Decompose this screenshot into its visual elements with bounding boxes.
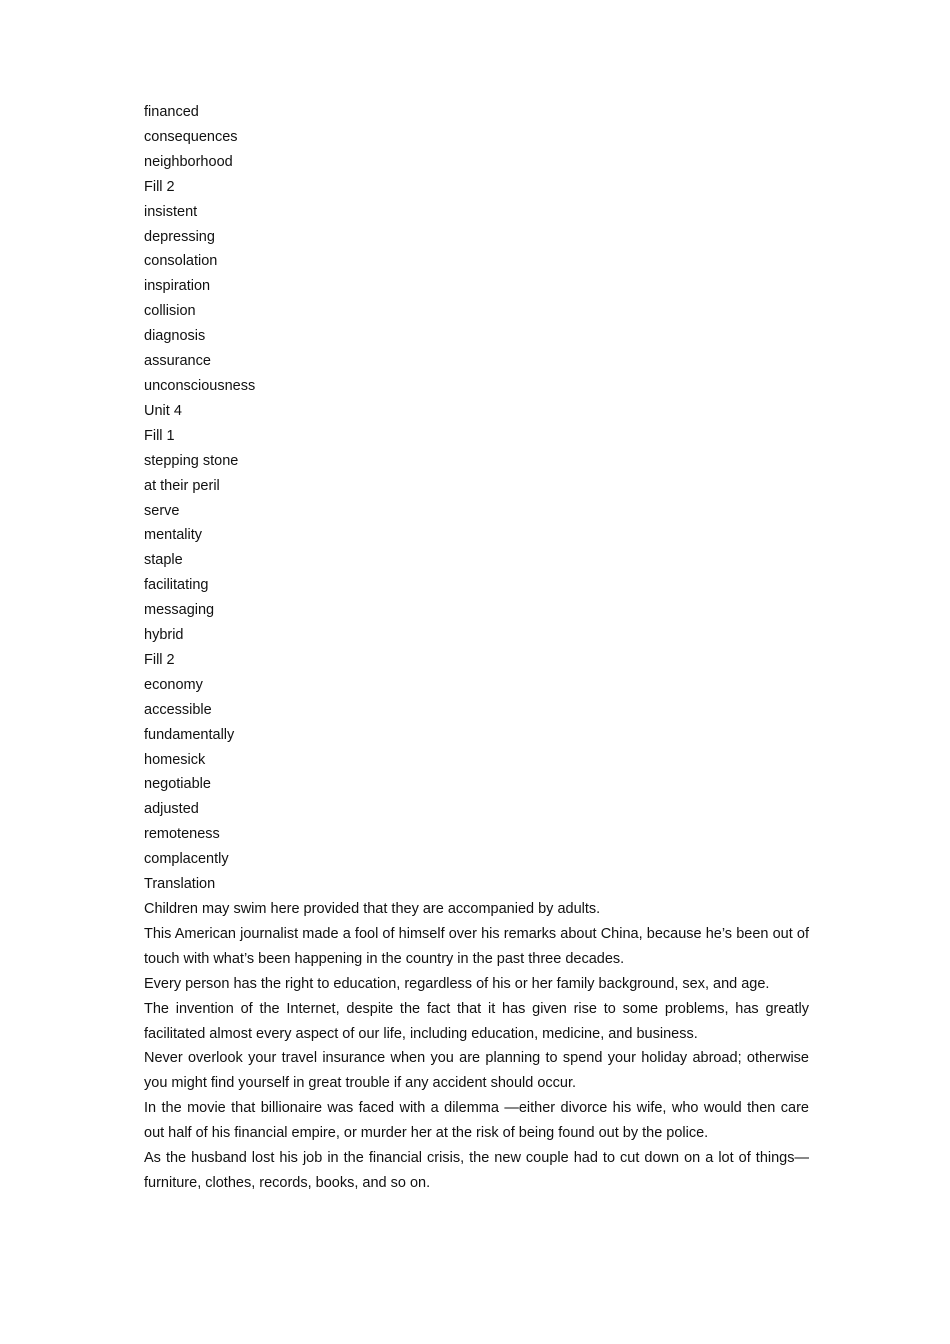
word-financed: financed <box>144 104 199 120</box>
word-insistent: insistent <box>144 203 198 220</box>
word-homesick: homesick <box>144 751 206 768</box>
translation-sentence-5: Never overlook your travel insurance when you are planning to spend your holiday abroad; otherwise you might find yourself in great trouble if any accident should occur. <box>144 1050 809 1092</box>
word-remoteness: remoteness <box>144 826 220 843</box>
word-mentality: mentality <box>144 527 203 544</box>
word-consequences: consequences <box>144 128 238 145</box>
section-heading-unit-4: Unit 4 <box>144 402 182 419</box>
translation-sentence-2: This American journalist made a fool of himself over his remarks about China, because he’s been out of touch with what’s been happening in the country in the past three decades. <box>144 925 809 967</box>
word-negotiable: negotiable <box>144 776 211 793</box>
translation-sentence-6: In the movie that billionaire was faced with a dilemma —either divorce his wife, who would then care out half of his financial empire, or murder her at the risk of being found out by the police. <box>144 1100 809 1142</box>
section-heading-translation: Translation <box>144 876 216 893</box>
word-facilitating: facilitating <box>144 577 209 594</box>
word-assurance: assurance <box>144 353 211 370</box>
word-messaging: messaging <box>144 602 215 619</box>
section-heading-fill-1: Fill 1 <box>144 427 175 444</box>
word-fundamentally: fundamentally <box>144 726 235 743</box>
word-staple: staple <box>144 552 183 569</box>
word-depressing: depressing <box>144 228 215 245</box>
translation-sentence-1: Children may swim here provided that they are accompanied by adults. <box>144 901 601 917</box>
word-collision: collision <box>144 303 196 320</box>
document-body <box>144 100 809 1196</box>
word-stepping-stone: stepping stone <box>144 452 239 469</box>
word-consolation: consolation <box>144 253 218 270</box>
word-accessible: accessible <box>144 701 212 718</box>
word-neighborhood: neighborhood <box>144 153 233 170</box>
section-heading-fill-2-unit4: Fill 2 <box>144 651 175 668</box>
word-economy: economy <box>144 676 203 693</box>
word-hybrid: hybrid <box>144 627 184 644</box>
word-unconsciousness: unconsciousness <box>144 377 256 394</box>
section-heading-fill-2: Fill 2 <box>144 178 175 195</box>
word-inspiration: inspiration <box>144 278 211 295</box>
word-serve: serve <box>144 502 180 519</box>
word-diagnosis: diagnosis <box>144 328 206 345</box>
word-adjusted: adjusted <box>144 801 199 818</box>
word-at-their-peril: at their peril <box>144 477 220 494</box>
translation-sentence-4: The invention of the Internet, despite the fact that it has given rise to some problems, has greatly facilitated almost every aspect of our life, including education, medicine, and business. <box>144 1000 809 1042</box>
word-complacently: complacently <box>144 851 229 868</box>
translation-sentence-3: Every person has the right to education, regardless of his or her family background, sex, and age. <box>144 975 770 992</box>
translation-sentence-7: As the husband lost his job in the financial crisis, the new couple had to cut down on a lot of things—furniture, clothes, records, books, and so on. <box>144 1150 809 1191</box>
